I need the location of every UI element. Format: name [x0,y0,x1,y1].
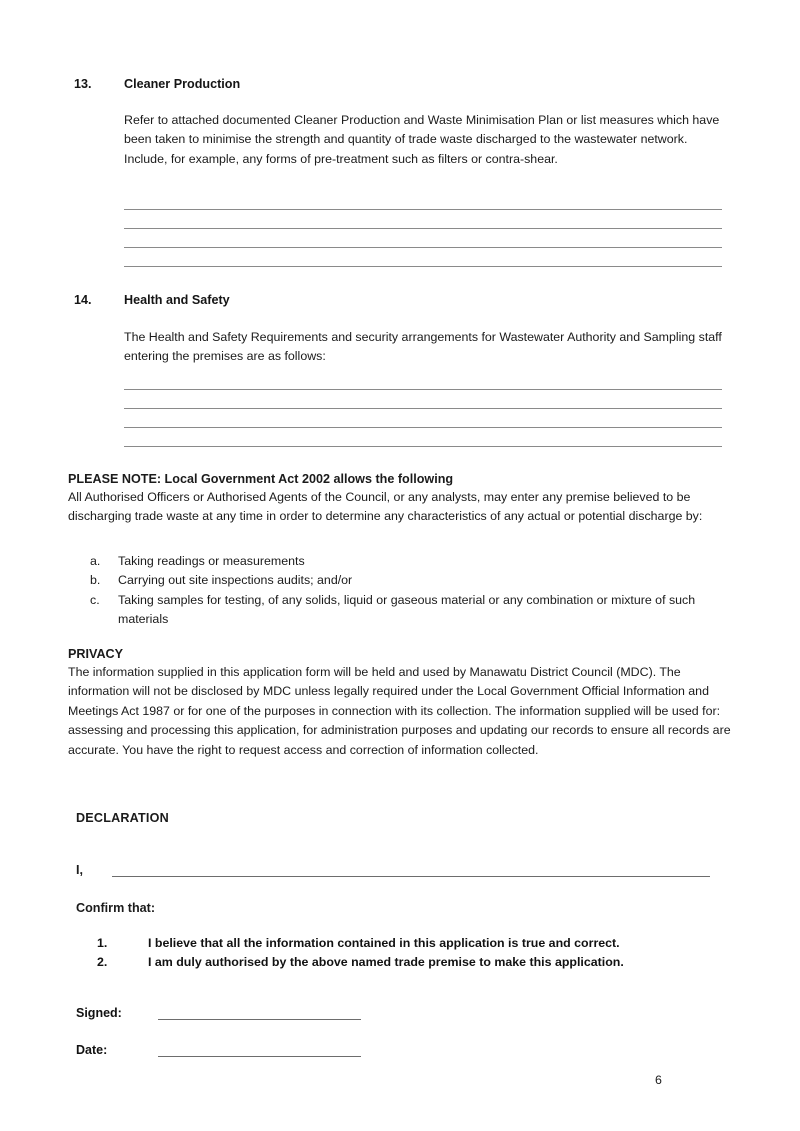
section-14-title-text: Health and Safety [124,293,230,307]
list-item-marker: a. [90,554,101,568]
declaration-name-input[interactable] [112,876,710,877]
please-note-heading: PLEASE NOTE: Local Government Act 2002 allows the following [68,472,454,486]
list-item [68,591,736,630]
declaration-heading: DECLARATION [76,811,169,825]
signed-label: Signed: [76,1006,122,1020]
section-13-number-text: 13. [74,77,92,91]
declaration-confirm-label: Confirm that: [76,901,156,915]
list-item-marker: 2. [97,955,108,970]
section-14-title [124,292,230,309]
section-14-answer-line-1[interactable] [124,389,722,390]
list-item-marker: c. [90,592,100,607]
section-13-title [124,76,240,93]
list-item [68,934,736,953]
section-14-answer-line-4[interactable] [124,446,722,447]
list-item-text: Taking readings or measurements [118,554,305,568]
declaration-list [68,934,736,973]
signed-input[interactable] [158,1019,361,1020]
section-14-number-text: 14. [74,293,92,307]
date-input[interactable] [158,1056,361,1057]
section-14-answer-line-3[interactable] [124,427,722,428]
section-14-body: The Health and Safety Requirements and security arrangements for Wastewater Authority and Sampling staff entering the premises are as follows: [124,330,722,364]
list-item-text: Carrying out site inspections audits; and/or [118,573,353,588]
please-note-list [68,552,736,629]
declaration-name-prefix: I, [76,863,83,877]
section-13-answer-line-4[interactable] [124,266,722,267]
list-item-marker: b. [90,573,101,588]
list-item-text: I believe that all the information contained in this application is true and correct. [148,936,620,950]
page-number: 6 [655,1073,662,1087]
section-13-number [74,76,92,93]
privacy-body: The information supplied in this application form will be held and used by Manawatu District Council (MDC). The information will not be disclosed by MDC unless legally required under the Local Government Official Information and Meetings Act 1987 or for one of the purposes in connection with its collection. The information supplied will be used for: assessing and processing this application, for administration purposes and updating our records to ensure all records are accurate. You have the right to request access and correction of information collected. [68,665,731,757]
section-14-number [74,292,92,309]
section-14-answer-line-2[interactable] [124,408,722,409]
list-item [68,552,736,571]
section-13-title-text: Cleaner Production [124,77,241,91]
list-item [68,571,736,590]
section-13-body: Refer to attached documented Cleaner Production and Waste Minimisation Plan or list measures which have been taken to minimise the strength and quantity of trade waste discharged to the wastewater network. Include, for example, any forms of pre-treatment such as filters or contra-shear. [124,113,720,166]
section-13-answer-line-2[interactable] [124,228,722,229]
privacy-heading: PRIVACY [68,647,124,661]
list-item [68,953,736,972]
list-item-text: Taking samples for testing, of any solids, liquid or gaseous material or any combination or mixture of such materials [118,592,696,626]
list-item-marker: 1. [97,936,108,950]
section-13-answer-line-3[interactable] [124,247,722,248]
section-13-answer-line-1[interactable] [124,209,722,210]
list-item-text: I am duly authorised by the above named trade premise to make this application. [148,955,624,970]
date-label: Date: [76,1043,108,1057]
please-note-body: All Authorised Officers or Authorised Agents of the Council, or any analysts, may enter any premise believed to be discharging trade waste at any time in order to determine any characteristics of any actual or potential discharge by: [68,490,703,524]
